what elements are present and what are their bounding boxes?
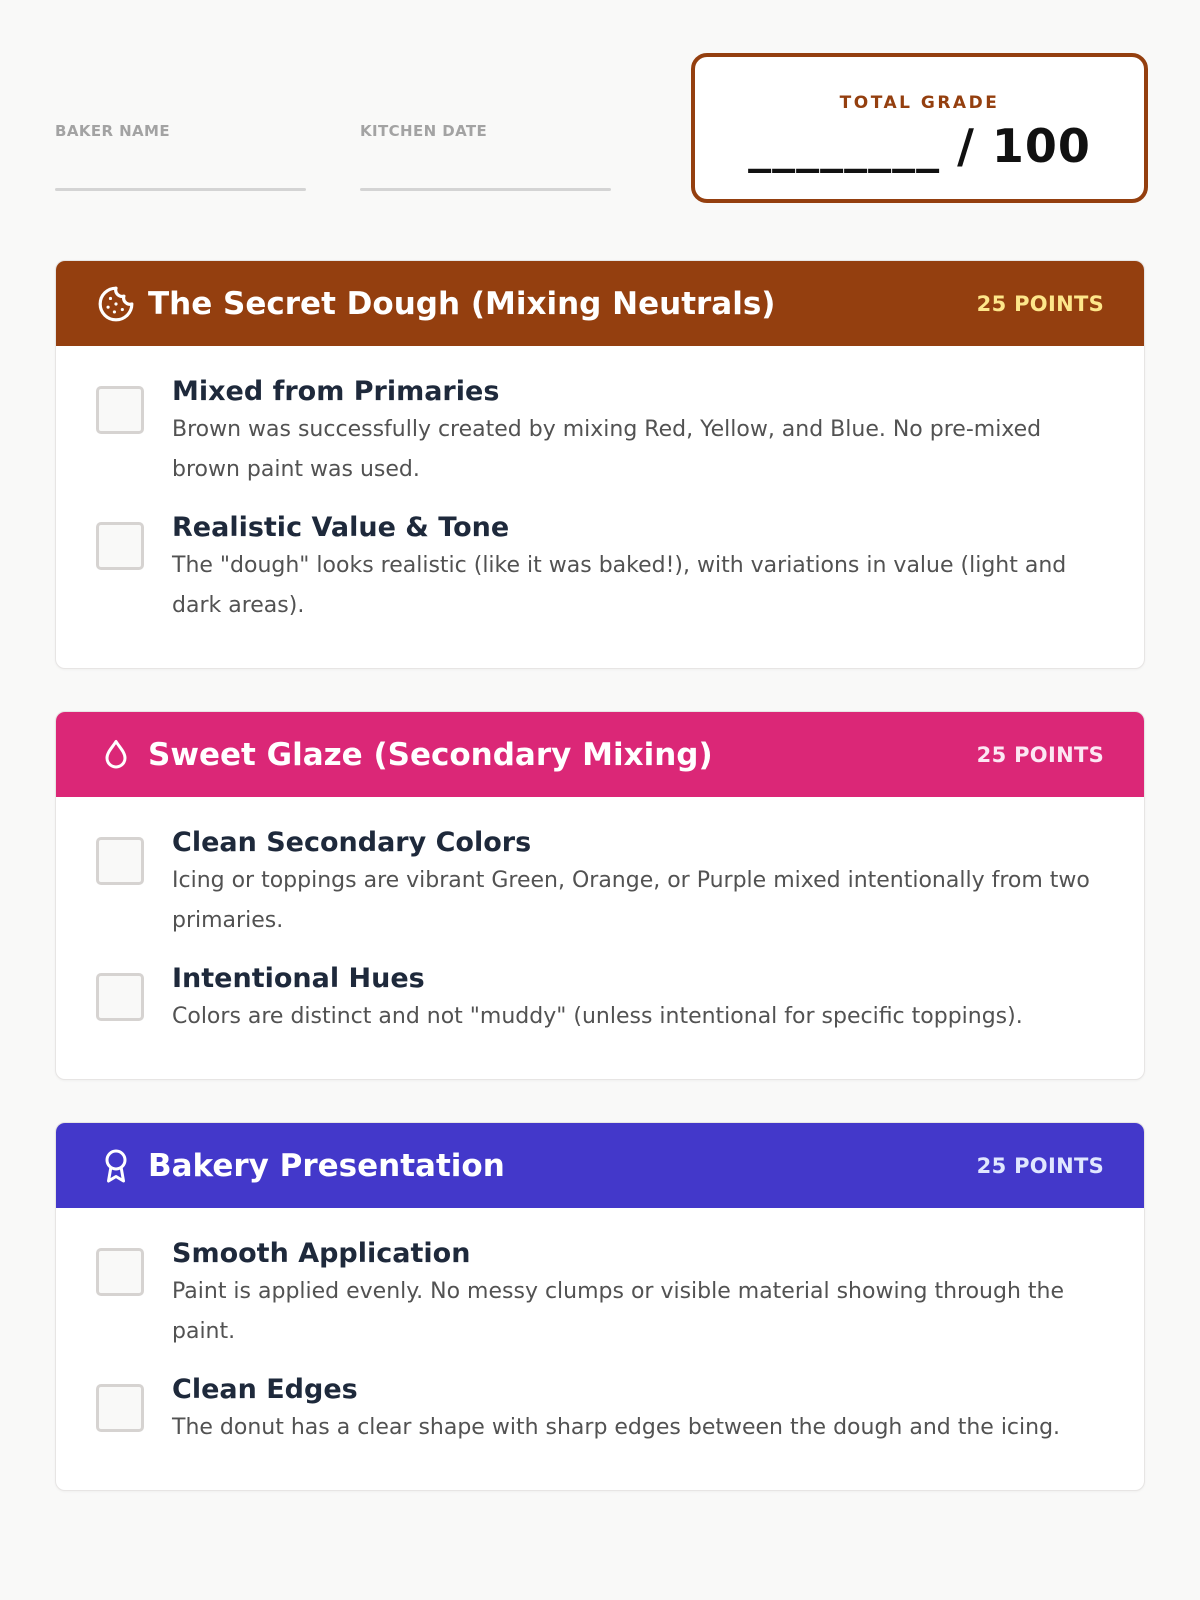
section-bakery-presentation xyxy=(55,1122,1145,1491)
section-body xyxy=(56,1208,1144,1490)
section-title: Sweet Glaze (Secondary Mixing) xyxy=(148,736,713,773)
criterion-description: The "dough" looks realistic (like it was baked!), with variations in value (light and dark areas). xyxy=(172,553,1067,618)
kitchen-date-field[interactable] xyxy=(360,122,611,191)
award-ribbon-icon xyxy=(96,1146,136,1186)
baker-name-line[interactable] xyxy=(55,188,306,191)
criterion-checkbox[interactable] xyxy=(96,386,144,434)
criterion-text xyxy=(172,374,1104,490)
section-points: 25 POINTS xyxy=(976,291,1104,316)
criterion-description: Brown was successfully created by mixing Red, Yellow, and Blue. No pre-mixed brown paint was used. xyxy=(172,417,1042,482)
criterion-description: Colors are distinct and not "muddy" (unless intentional for specific toppings). xyxy=(172,1004,1023,1029)
criterion-title: Clean Edges xyxy=(172,1374,358,1405)
criterion-text xyxy=(172,961,1104,1037)
cookie-icon xyxy=(96,284,136,324)
criterion-title: Realistic Value & Tone xyxy=(172,512,510,543)
section-header xyxy=(56,712,1144,797)
section-header xyxy=(56,1123,1144,1208)
criterion-title: Clean Secondary Colors xyxy=(172,827,532,858)
section-points: 25 POINTS xyxy=(976,742,1104,767)
list-item xyxy=(96,1236,1104,1352)
total-grade-value[interactable]: ________ / 100 xyxy=(748,119,1091,173)
baker-name-label: BAKER NAME xyxy=(55,122,171,140)
section-body xyxy=(56,346,1144,668)
criterion-description: Icing or toppings are vibrant Green, Orange, or Purple mixed intentionally from two primaries. xyxy=(172,868,1090,933)
criterion-text xyxy=(172,1236,1104,1352)
list-item xyxy=(96,825,1104,941)
kitchen-date-label: KITCHEN DATE xyxy=(360,122,488,140)
criterion-title: Mixed from Primaries xyxy=(172,376,500,407)
section-title: Bakery Presentation xyxy=(148,1147,505,1184)
criterion-description: Paint is applied evenly. No messy clumps or visible material showing through the paint. xyxy=(172,1279,1064,1344)
total-grade-box xyxy=(691,53,1148,203)
section-header xyxy=(56,261,1144,346)
section-title: The Secret Dough (Mixing Neutrals) xyxy=(148,285,776,322)
list-item xyxy=(96,961,1104,1037)
criterion-checkbox[interactable] xyxy=(96,1248,144,1296)
list-item xyxy=(96,1372,1104,1448)
kitchen-date-line[interactable] xyxy=(360,188,611,191)
criterion-text xyxy=(172,825,1104,941)
total-grade-label: TOTAL GRADE xyxy=(839,93,1000,113)
baker-name-field[interactable] xyxy=(55,122,306,191)
rubric-page xyxy=(55,0,1145,1533)
droplet-icon xyxy=(96,735,136,775)
rubric-header xyxy=(55,0,1145,260)
criterion-title: Intentional Hues xyxy=(172,963,425,994)
section-points: 25 POINTS xyxy=(976,1153,1104,1178)
criterion-checkbox[interactable] xyxy=(96,522,144,570)
list-item xyxy=(96,510,1104,626)
criterion-checkbox[interactable] xyxy=(96,973,144,1021)
list-item xyxy=(96,374,1104,490)
criterion-checkbox[interactable] xyxy=(96,1384,144,1432)
criterion-text xyxy=(172,510,1104,626)
section-body xyxy=(56,797,1144,1079)
criterion-description: The donut has a clear shape with sharp edges between the dough and the icing. xyxy=(172,1415,1061,1440)
criterion-checkbox[interactable] xyxy=(96,837,144,885)
section-secret-dough xyxy=(55,260,1145,669)
section-sweet-glaze xyxy=(55,711,1145,1080)
criterion-text xyxy=(172,1372,1104,1448)
criterion-title: Smooth Application xyxy=(172,1238,471,1269)
